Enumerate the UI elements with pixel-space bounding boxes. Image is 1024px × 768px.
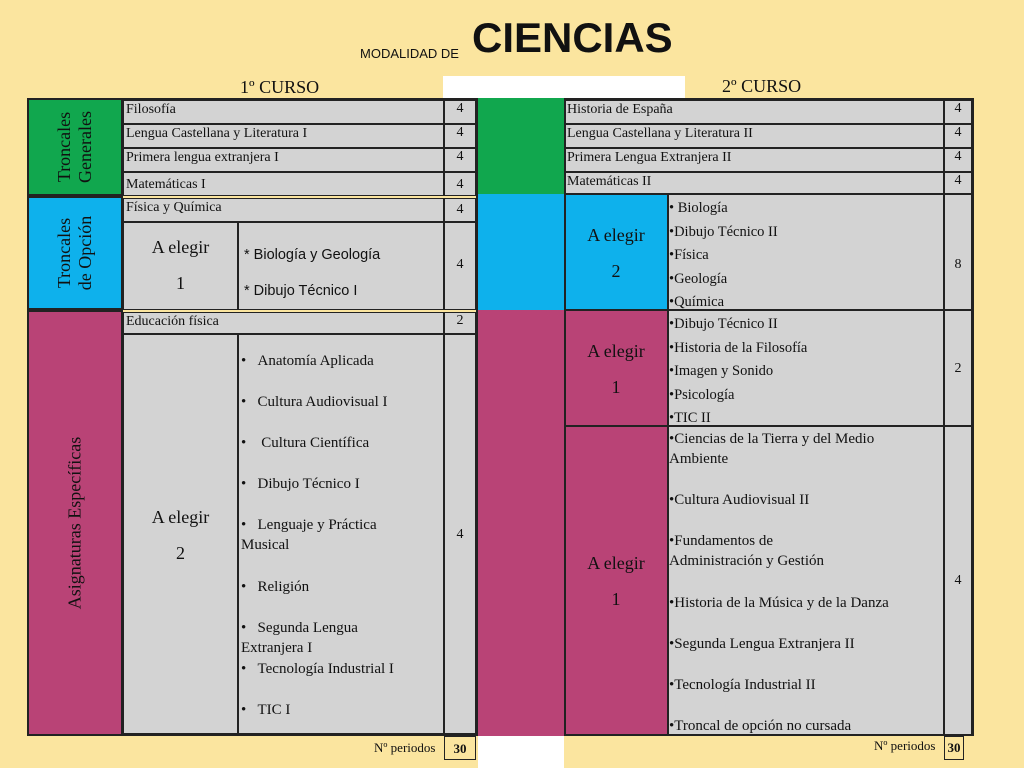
c2-opcion-choice-periods: 8	[944, 194, 972, 310]
option-imagen-sonido: •Imagen y Sonido	[669, 363, 774, 379]
option-segunda-lengua-ii: •Segunda Lengua Extranjera II	[669, 636, 855, 652]
c1-periods-filosofia: 4	[444, 100, 476, 124]
option-dibujo-tecnico-i: • Dibujo Técnico I	[241, 476, 360, 492]
c2-periods-lengua: 4	[944, 124, 972, 148]
option-cultura-audiovisual: • Cultura Audiovisual I	[241, 394, 388, 410]
c2-total-label: Nº periodos	[874, 738, 936, 753]
option-quimica: •Química	[669, 294, 725, 310]
c2-subject-lengua: Lengua Castellana y Literatura II	[564, 124, 944, 148]
c1-subject-lengua-extranjera: Primera lengua extranjera I	[123, 148, 444, 172]
c1-subject-educacion-fisica: Educación física	[123, 312, 444, 334]
c1-opcion-choice-periods: 4	[444, 222, 476, 310]
c2-especificas-a-label: A elegir 1	[564, 310, 668, 426]
c2-subject-historia-espana: Historia de España	[564, 100, 944, 124]
c1-periods-educacion-fisica: 2	[444, 312, 476, 334]
c1-periods-lengua-extranjera: 4	[444, 148, 476, 172]
c2-subject-lengua-extranjera: Primera Lengua Extranjera II	[564, 148, 944, 172]
option-tecnologia-industrial: • Tecnología Industrial I	[241, 661, 394, 677]
c2-especificas-b-label: A elegir 1	[564, 426, 668, 736]
option-tecnologia-industrial-ii: •Tecnología Industrial II	[669, 677, 816, 693]
c2-periods-lengua-extranjera: 4	[944, 148, 972, 172]
option-biologia: • Biología	[669, 200, 728, 216]
c1-periods-fisica-quimica: 4	[444, 198, 476, 222]
troncales-opcion-label: Troncales de Opción	[27, 196, 123, 310]
c1-periods-matematicas: 4	[444, 172, 476, 196]
c1-especificas-choice-periods: 4	[444, 334, 476, 734]
option-cultura-audiovisual-ii: •Cultura Audiovisual II	[669, 492, 810, 508]
c1-subject-lengua: Lengua Castellana y Literatura I	[123, 124, 444, 148]
option-dibujo-tecnico: * Dibujo Técnico I	[244, 283, 358, 299]
middle-blue-band	[478, 194, 564, 310]
option-historia-musica: •Historia de la Música y de la Danza	[669, 595, 889, 611]
c1-opcion-choice-options	[238, 222, 444, 310]
page-title: CIENCIAS	[472, 14, 673, 61]
c1-subject-filosofia: Filosofía	[123, 100, 444, 124]
option-dibujo-tecnico-ii-b: •Dibujo Técnico II	[669, 316, 778, 332]
c2-periods-historia-espana: 4	[944, 100, 972, 124]
modality-prefix: MODALIDAD DE	[360, 46, 459, 61]
option-psicologia: •Psicología	[669, 386, 735, 403]
c2-especificas-b-options	[668, 426, 944, 736]
option-segunda-lengua: • Segunda Lengua Extranjera I	[241, 620, 358, 657]
option-religion: • Religión	[241, 579, 310, 595]
c1-subject-fisica-quimica: Física y Química	[123, 198, 444, 222]
option-tic: • TIC I	[241, 702, 291, 718]
option-troncal-no-cursada: •Troncal de opción no cursada	[669, 718, 852, 734]
c2-especificas-a-options	[668, 310, 944, 426]
option-dibujo-tecnico-ii: •Dibujo Técnico II	[669, 223, 778, 240]
option-historia-filosofia: •Historia de la Filosofía	[669, 339, 808, 356]
c1-opcion-choice-label: A elegir 1	[123, 222, 238, 310]
c2-periods-matematicas: 4	[944, 172, 972, 194]
c1-especificas-choice-options	[238, 334, 444, 734]
option-anatomia: • Anatomía Aplicada	[241, 353, 374, 369]
c1-periods-lengua: 4	[444, 124, 476, 148]
c1-subject-matematicas: Matemáticas I	[123, 172, 444, 196]
course-1-heading: 1º CURSO	[240, 77, 320, 97]
c2-subject-matematicas: Matemáticas II	[564, 172, 944, 194]
option-fisica: •Física	[669, 247, 709, 263]
c1-especificas-choice-label: A elegir 2	[123, 334, 238, 734]
bottom-white-band	[478, 736, 564, 768]
option-lenguaje-practica: • Lenguaje y Práctica Musical	[241, 517, 377, 554]
c2-especificas-b-periods: 4	[944, 426, 972, 736]
option-ciencias-tierra: •Ciencias de la Tierra y del Medio Ambiente	[669, 431, 875, 468]
especificas-label: Asignaturas Específicas	[27, 310, 123, 736]
c2-especificas-a-periods: 2	[944, 310, 972, 426]
option-cultura-cientifica: • Cultura Científica	[241, 435, 370, 451]
c1-total-label: Nº periodos	[374, 740, 436, 755]
middle-green-band	[478, 98, 564, 194]
c2-total-value: 30	[944, 736, 964, 760]
option-fundamentos-administracion: •Fundamentos de Administración y Gestión	[669, 533, 824, 570]
option-geologia: •Geología	[669, 270, 728, 287]
c1-total-value: 30	[444, 736, 476, 760]
course-2-heading: 2º CURSO	[722, 76, 802, 96]
option-biologia-geologia: * Biología y Geología	[244, 247, 381, 263]
white-header-band	[443, 76, 685, 100]
option-tic-ii: •TIC II	[669, 410, 711, 426]
c2-opcion-choice-options	[668, 194, 944, 310]
c2-opcion-choice-label: A elegir 2	[564, 194, 668, 310]
troncales-generales-label: Troncales Generales	[27, 98, 123, 196]
middle-magenta-band	[478, 310, 564, 736]
